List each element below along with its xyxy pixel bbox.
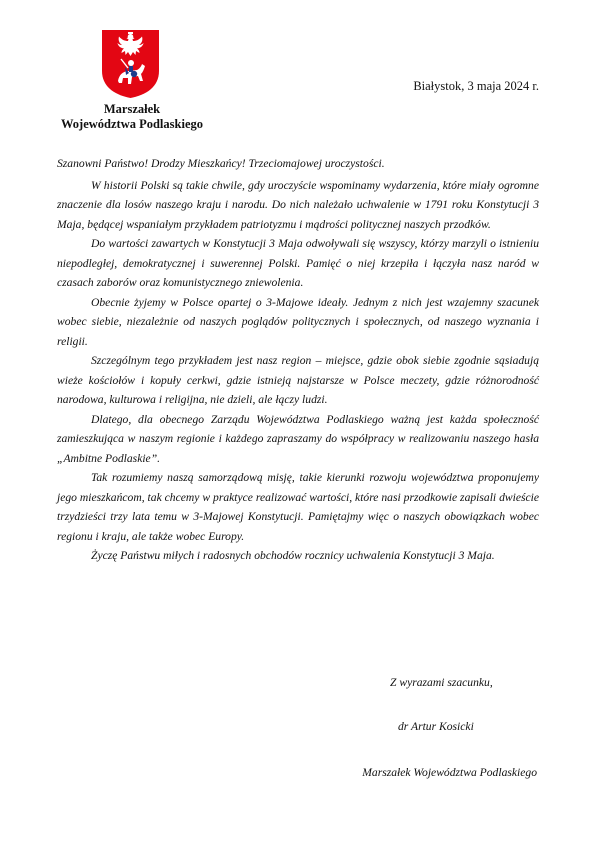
paragraph-2: Do wartości zawartych w Konstytucji 3 Maja odwoływali się wszyscy, którzy marzyli o istnieniu niepodległej, demokratycznej i suwerennej Polski. Pamięć o niej krzepiła i łączyła nasz naród w czasach zaborów oraz komunistycznego zniewolenia. (57, 237, 539, 289)
letter-body (57, 154, 539, 566)
coat-of-arms-icon (101, 29, 160, 99)
issuer-block (52, 102, 212, 132)
paragraph-5: Dlatego, dla obecnego Zarządu Województwa Podlaskiego ważną jest każda społeczność zamieszkująca w naszym regionie i każdego zapraszamy do współpracy w realizowaniu naszego hasła „Ambitne Podlaskie”. (57, 412, 539, 465)
place-and-date: Białystok, 3 maja 2024 r. (413, 79, 539, 93)
closing-phrase: Z wyrazami szacunku, (390, 676, 493, 689)
signer-title: Marszałek Województwa Podlaskiego (362, 766, 537, 779)
salutation: Szanowni Państwo! Drodzy Mieszkańcy! Trzeciomajowej uroczystości. (57, 157, 385, 170)
signer-name: dr Artur Kosicki (398, 720, 474, 733)
issuer-line2: Województwa Podlaskiego (60, 117, 203, 131)
paragraph-7: Życzę Państwu miłych i radosnych obchodów rocznicy uchwalenia Konstytucji 3 Maja. (91, 549, 495, 562)
issuer-line1: Marszałek (103, 102, 161, 116)
paragraph-1: W historii Polski są takie chwile, gdy uroczyście wspominamy wydarzenia, które miały ogromne znaczenie dla losów naszego kraju i narodu. Do nich należało uchwalenie w 1791 roku Konstytucji 3 Maja, będącej wspaniałym przykładem patriotyzmu i mądrości politycznej naszych przodków. (57, 178, 539, 231)
paragraph-4: Szczególnym tego przykładem jest nasz region – miejsce, gdzie obok siebie zgodnie sąsiadują wieże kościołów i kopuły cerkwi, gdzie istnieją najstarsze w Polsce meczety, gdzie różnorodność narodowa, kulturowa i religijna, nie dzieli, ale łączy ludzi. (57, 354, 539, 406)
podlaskie-coat-of-arms-icon (101, 29, 160, 99)
paragraph-6: Tak rozumiemy naszą samorządową misję, takie kierunki rozwoju województwa proponujemy jego mieszkańcom, tak chcemy w praktyce realizować wartości, które nasi przodkowie zapisali dwieście trzydzieści trzy lata temu w 3-Majowej Konstytucji. Pamiętajmy więc o naszych obowiązkach wobec regionu i kraju, ale także wobec Europy. (57, 471, 539, 543)
paragraph-3: Obecnie żyjemy w Polsce opartej o 3-Majowe ideały. Jednym z nich jest wzajemny szacunek wobec siebie, niezależnie od naszych poglądów politycznych i społecznych, od naszego wyznania i religii. (57, 295, 539, 348)
